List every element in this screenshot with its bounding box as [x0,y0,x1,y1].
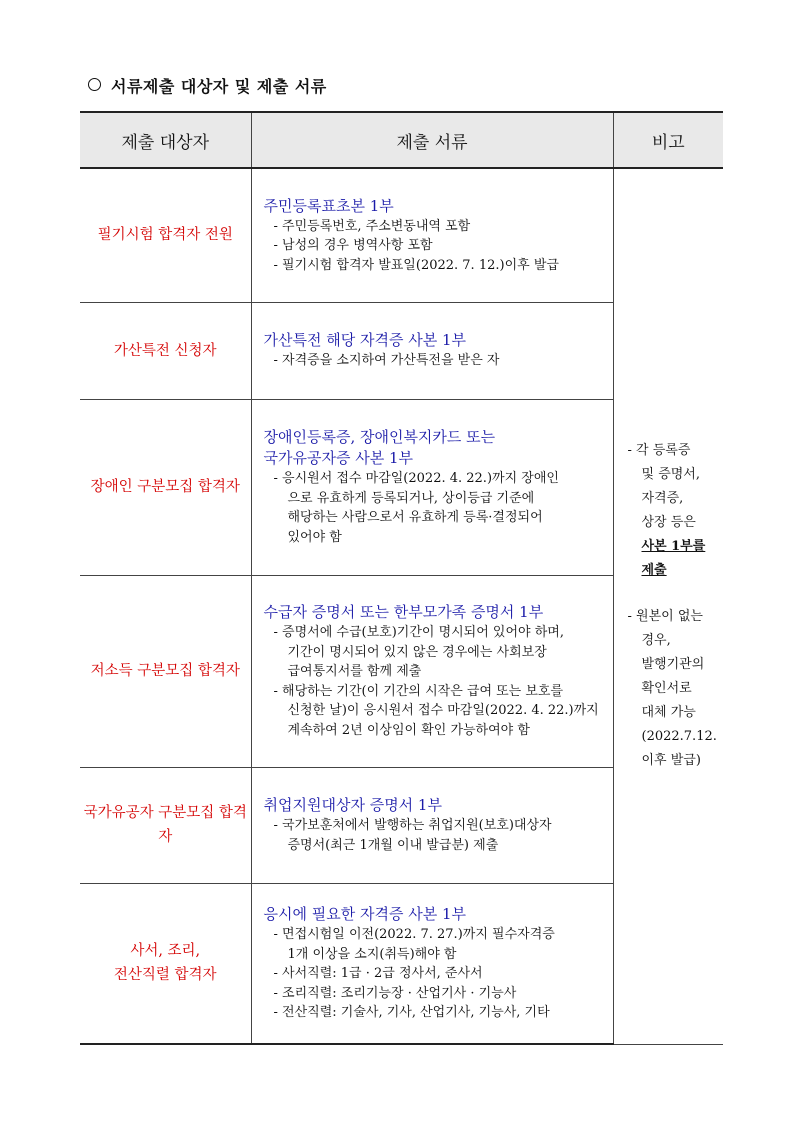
target-text: 사서, 조리, [130,943,201,960]
target-cell [80,575,251,767]
doc-item: - 조리직렬: 조리기능장 · 산업기사 · 기능사 [273,985,517,1001]
docs-cell [251,767,613,883]
doc-item: - 증명서에 수급(보호)기간이 명시되어 있어야 하며, 기간이 명시되어 있지 않은 경우에는 사회보장 급여통지서를 함께 제출 [273,625,564,679]
doc-item: - 남성의 경우 병역사항 포함 [273,238,433,253]
doc-item: - 자격증을 소지하여 가산특전을 받은 자 [273,353,500,369]
doc-item: - 필기시험 합격자 발표일(2022. 7. 12.)이후 발급 [273,257,559,273]
doc-item: - 주민등록번호, 주소변동내역 포함 [273,218,471,234]
docs-cell [251,575,613,767]
note-part1: - 각 등록증 및 증명서, 자격증, 상장 등은 사본 1부를 제출 [627,443,706,579]
note-emphasis: 제출 [641,563,667,579]
doc-title: 국가유공자증 사본 1부 [263,449,413,467]
docs-cell [251,399,613,575]
target-text: 가산특전 신청자 [113,342,217,359]
doc-title: 주민등록표초본 1부 [263,196,394,215]
docs-cell [251,302,613,399]
target-cell [80,168,251,302]
doc-title: 장애인등록증, 장애인복지카드 또는 [263,428,496,446]
header-note: 비고 [613,112,723,168]
target-cell [80,399,251,575]
target-cell [80,302,251,399]
note-gap [622,583,724,605]
note-emphasis: 사본 1부를 [641,539,706,555]
target-cell [80,883,251,1044]
doc-title: 응시에 필요한 자격증 사본 1부 [263,905,466,923]
header-docs: 제출 서류 [251,112,613,168]
section-title: 서류제출 대상자 및 제출 서류 [88,74,327,97]
target-text: 필기시험 합격자 전원 [97,227,233,244]
circle-bullet-icon [88,78,101,91]
doc-item: - 전산직렬: 기술사, 기사, 산업기사, 기능사, 기타 [273,1005,550,1020]
target-text: 전산직렬 합격자 [113,967,217,984]
note-part2: - 원본이 없는 경우, 발행기관의 확인서로 대체 가능 (2022.7.12. 이후 발급) [627,609,717,769]
doc-title: 가산특전 해당 자격증 사본 1부 [263,331,466,350]
target-cell [80,767,251,883]
doc-item: - 응시원서 접수 마감일(2022. 4. 22.)까지 장애인 으로 유효하게 등록되거나, 상이등급 기준에 해당하는 사람으로서 유효하게 등록·결정되어 있어야 함 [273,471,559,545]
header-target: 제출 대상자 [80,112,251,168]
docs-cell [251,168,613,302]
note-cell [613,168,723,1044]
doc-item: - 국가보훈처에서 발행하는 취업지원(보호)대상자 증명서(최근 1개월 이내 발급분) 제출 [273,818,552,853]
submission-table [80,111,723,1045]
doc-title: 수급자 증명서 또는 한부모가족 증명서 1부 [263,603,544,621]
target-text: 장애인 구분모집 합격자 [90,479,240,495]
docs-cell [251,883,613,1044]
target-text: 저소득 구분모집 합격자 [90,663,240,679]
table-header-row [80,112,723,168]
target-text: 국가유공자 구분모집 합격자 [83,805,247,845]
doc-title: 취업지원대상자 증명서 1부 [263,796,442,814]
doc-item: - 해당하는 기간(이 기간의 시작은 급여 또는 보호를 신청한 날)이 응시원서 접수 마감일(2022. 4. 22.)까지 계속하여 2년 이상임이 확인 가능하여야 함 [273,683,599,738]
table-row [80,168,723,302]
doc-item: - 사서직렬: 1급 · 2급 정사서, 준사서 [273,966,483,981]
doc-item: - 면접시험일 이전(2022. 7. 27.)까지 필수자격증 1개 이상을 소지(취득)해야 함 [273,927,555,962]
